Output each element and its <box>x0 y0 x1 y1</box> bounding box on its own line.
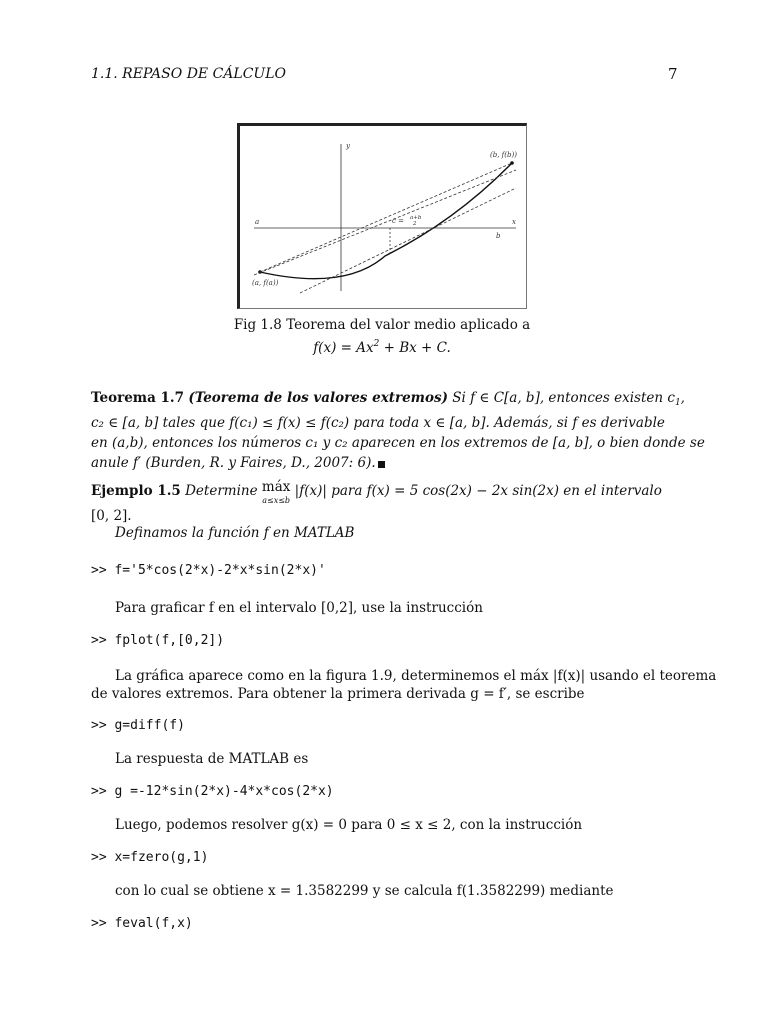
running-header: 1.1. REPASO DE CÁLCULO <box>91 66 286 82</box>
page-number: 7 <box>668 65 678 83</box>
define-text: Definamos la función f en MATLAB <box>115 525 355 541</box>
b-label: b <box>496 232 501 240</box>
figure-caption <box>200 316 564 358</box>
code-line-3: >> g=diff(f) <box>91 718 185 733</box>
caption-line-1: Fig 1.8 Teorema del valor medio aplicado a <box>233 317 531 333</box>
theorem-title: (Teorema de los valores extremos) <box>188 390 448 406</box>
qed-mark <box>378 461 385 468</box>
code-line-1: >> f='5*cos(2*x)-2*x*sin(2*x)' <box>91 563 326 578</box>
x-label: x <box>512 218 516 226</box>
paragraph-2b: de valores extremos. Para obtener la primera derivada g = f′, se escribe <box>91 686 585 702</box>
theorem-label: Teorema 1.7 <box>91 390 185 406</box>
c-frac-den: 2 <box>413 221 417 227</box>
code-line-6: >> feval(f,x) <box>91 916 193 931</box>
y-label: y <box>346 142 350 150</box>
example-1-5: Ejemplo 1.5 Determine máx a≤x≤b |f(x)| para f(x) = 5 cos(2x) − 2x sin(2x) en el intervalo <box>91 479 662 505</box>
code-line-4: >> g =-12*sin(2*x)-4*x*cos(2*x) <box>91 784 334 799</box>
example-label: Ejemplo 1.5 <box>91 483 181 499</box>
caption-line-2: $f(x) = Ax^2 + Bx + C$. <box>313 339 451 356</box>
code-line-5: >> x=fzero(g,1) <box>91 850 209 865</box>
a-label: a <box>255 218 260 226</box>
theorem-1-7: Teorema 1.7 (Teorema de los valores extremos) Si f ∈ C[a, b], entonces existen $c_1$, c₂ ∈ [a, b] tales que f(c₁) ≤ f(x) ≤ f(c₂) para toda x ∈ [a, b]. Además, si f es derivable en (a,b), entonces los números c₁ y c₂ aparecen en los extremos de [a, b], o bien donde se anule f′ (Burden, R. y Faires, D., 2007: 6). <box>91 390 705 471</box>
paragraph-2a: La gráfica aparece como en la figura 1.9, determinemos el máx |f(x)| usando el teorema <box>115 668 717 684</box>
code-line-2: >> fplot(f,[0,2]) <box>91 633 225 648</box>
paragraph-4: Luego, podemos resolver g(x) = 0 para 0 ≤ x ≤ 2, con la instrucción <box>115 817 583 833</box>
parabola-curve <box>260 163 512 279</box>
paragraph-1: Para graficar f en el intervalo [0,2], use la instrucción <box>115 600 483 616</box>
paragraph-5: con lo cual se obtiene x = 1.3582299 y se calcula f(1.3582299) mediante <box>115 883 614 899</box>
paragraph-3: La respuesta de MATLAB es <box>115 751 309 767</box>
point-b-label: (b, f(b)) <box>490 151 517 159</box>
secant-upper <box>254 170 516 275</box>
tangent-line <box>300 188 516 293</box>
example-interval: [0, 2]. <box>91 508 132 524</box>
c-frac-num: a+b <box>410 215 422 221</box>
c-label: c = <box>392 217 405 225</box>
figure-1-8 <box>237 123 527 309</box>
point-a-label: (a, f(a)) <box>252 279 279 287</box>
mean-value-graph <box>240 126 526 308</box>
